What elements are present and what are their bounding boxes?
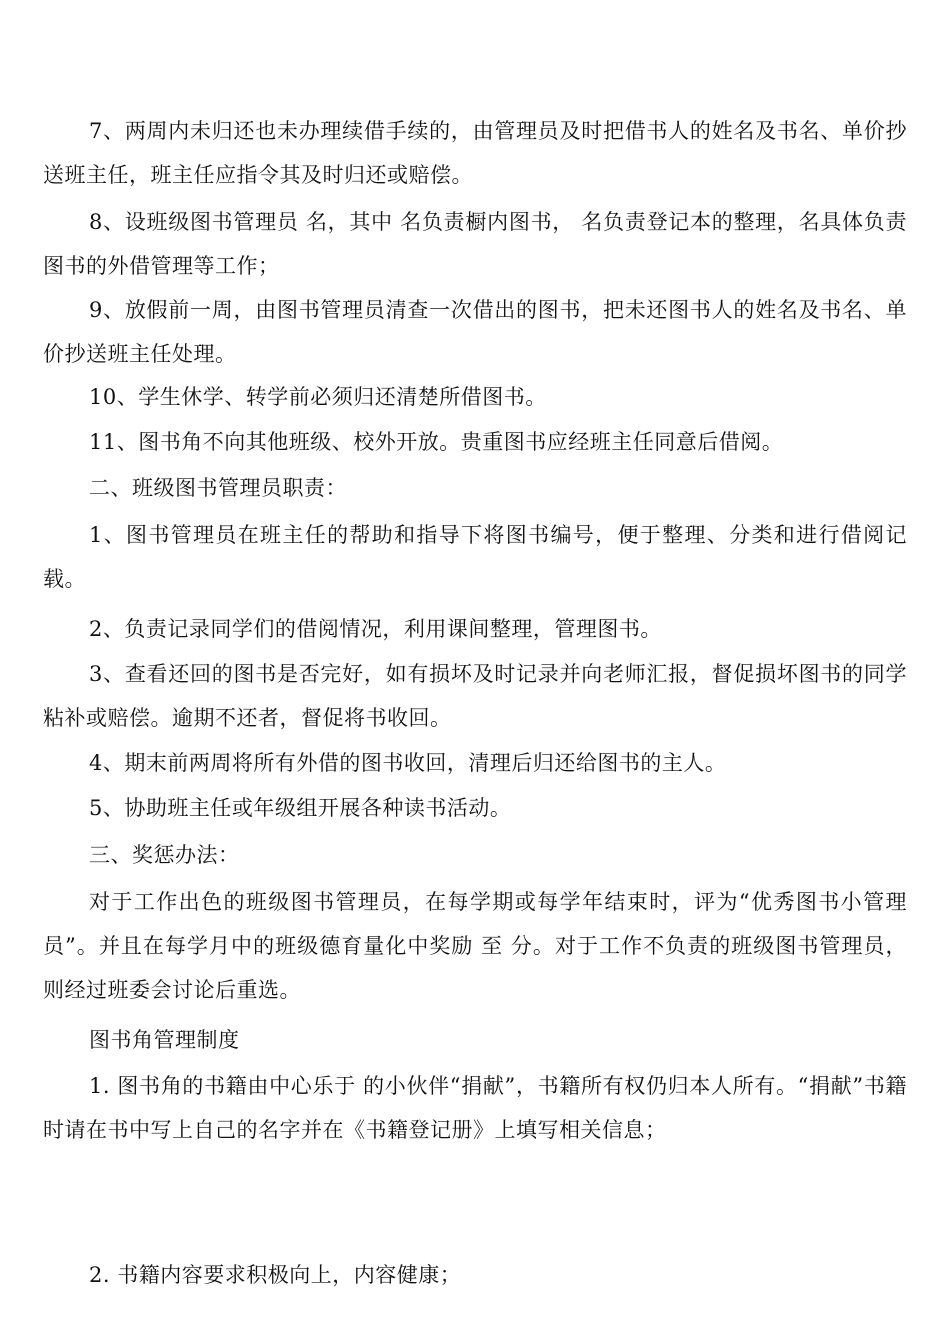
- rewards-paragraph: 对于工作出色的班级图书管理员，在每学期或每学年结束时，评为“优秀图书小管理员”。并且在每学月中的班级德育量化中奖励 至 分。对于工作不负责的班级图书管理员，则经过班委会讨论后重选。: [43, 890, 907, 1002]
- duty-3-paragraph: 3、查看还回的图书是否完好，如有损坏及时记录并向老师汇报，督促损坏图书的同学粘补或赔偿。逾期不还者，督促将书收回。: [43, 662, 907, 730]
- book-corner-rule-2: 2. 书籍内容要求积极向上，内容健康；: [89, 1263, 462, 1287]
- rule-10-paragraph: 10、学生休学、转学前必须归还清楚所借图书。: [89, 385, 547, 409]
- rule-11-paragraph: 11、图书角不向其他班级、校外开放。贵重图书应经班主任同意后借阅。: [89, 430, 784, 454]
- book-corner-rule-1: 1. 图书角的书籍由中心乐于 的小伙伴“捐献”，书籍所有权仍归本人所有。“捐献”书籍时请在书中写上自己的名字并在《书籍登记册》上填写相关信息；: [43, 1074, 907, 1142]
- duty-5-paragraph: 5、协助班主任或年级组开展各种读书活动。: [89, 796, 512, 820]
- duty-1-paragraph: 1、图书管理员在班主任的帮助和指导下将图书编号，便于整理、分类和进行借阅记载。: [43, 523, 907, 591]
- rule-7-paragraph: 7、两周内未归还也未办理续借手续的，由管理员及时把借书人的姓名及书名、单价抄送班主任，班主任应指令其及时归还或赔偿。: [43, 119, 907, 187]
- section-heading-librarian-duties: 二、班级图书管理员职责：: [89, 476, 347, 500]
- rule-8-paragraph: 8、设班级图书管理员 名，其中 名负责橱内图书， 名负责登记本的整理，名具体负责图书的外借管理等工作；: [43, 210, 907, 278]
- book-corner-rules-title: 图书角管理制度: [89, 1028, 240, 1052]
- section-heading-rewards: 三、奖惩办法：: [89, 843, 240, 867]
- rule-9-paragraph: 9、放假前一周，由图书管理员清查一次借出的图书，把未还图书人的姓名及书名、单价抄送班主任处理。: [43, 298, 907, 366]
- duty-4-paragraph: 4、期末前两周将所有外借的图书收回，清理后归还给图书的主人。: [89, 751, 727, 775]
- duty-2-paragraph: 2、负责记录同学们的借阅情况，利用课间整理，管理图书。: [89, 617, 662, 641]
